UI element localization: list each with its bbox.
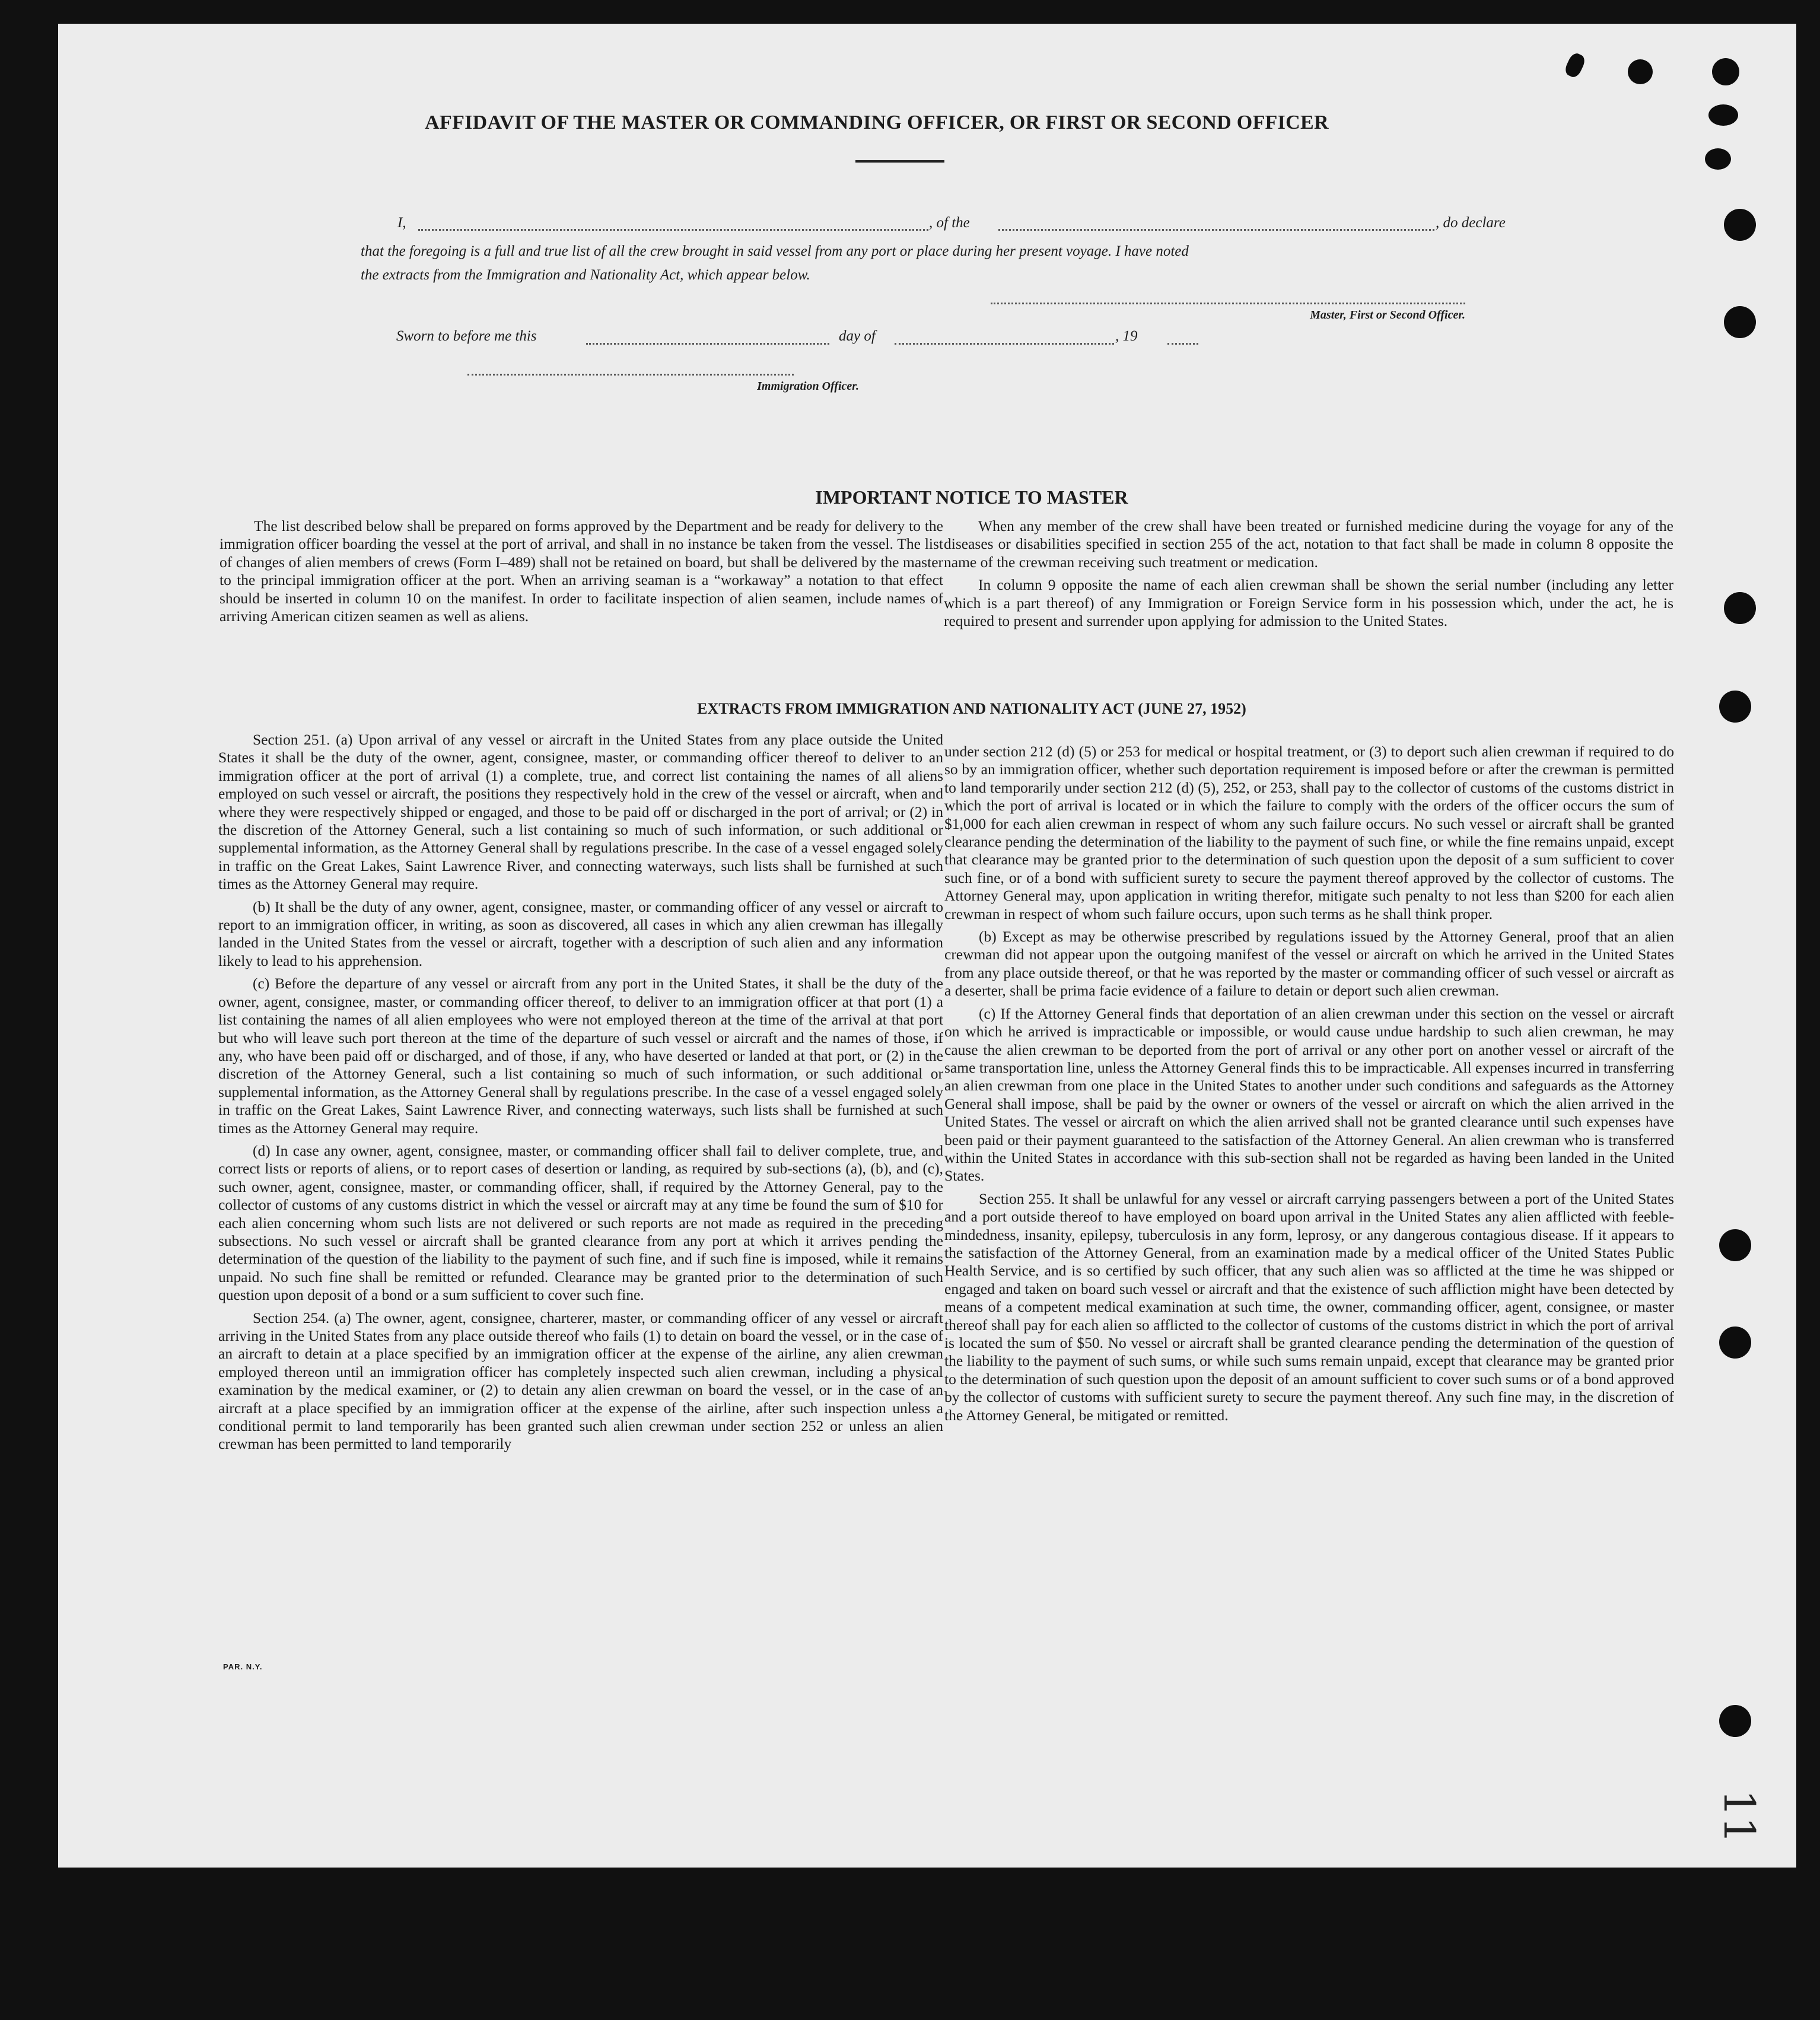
notice-left-paragraph: The list described below shall be prepared on forms approved by the Department and be ready for delivery to the immigration officer boarding the vessel at the port of arrival, and shall in no instance be taken from the vessel. The list of changes of alien members of crews (Form I–489) shall not be retained on board, but shall be delivered by the master to the principal immigration officer at the port. When an arriving seaman is a “workaway” a notation to that effect should be inserted in column 10 on the manifest. In order to facilitate inspection of alien seamen, include names of arriving American citizen seamen as well as aliens. [219,517,943,625]
notice-left-column [219,517,943,630]
punch-hole [1719,1705,1751,1737]
punch-hole [1719,691,1751,723]
section-251-b: (b) It shall be the duty of any owner, agent, consignee, master, or commanding officer of any vessel or aircraft to report to an immigration officer, in writing, as soon as discovered, all cases in which any alien crewman has illegally landed in the United States from the vessel or aircraft, together with a description of such alien and any information likely to lead to his apprehension. [218,898,943,969]
year-label: , 19 [1115,328,1138,344]
day-of-label: day of [839,328,876,344]
extracts-right-column [944,743,1674,1429]
section-254-a-continued: under section 212 (d) (5) or 253 for medical or hospital treatment, or (3) to deport such alien crewman if required to do so by an immigration officer, whether such deportation requirement is imposed before or after the crewman is permitted to land temporarily under section 212 (d) (5), 252, or 253, shall pay to the collector of customs of the customs district in which the port of arrival is located or in which the failure to comply with the orders of the officer occurs the sum of $1,000 for each alien crewman in respect of whom any such failure occurs. No such vessel or aircraft shall be granted clearance pending the determination of the liability to the payment of such fine, or while the fine remains unpaid, except that clearance may be granted prior to the determination of such question upon the deposit of a sum sufficient to cover such fine, or of a bond with sufficient surety to secure the payment thereof approved by the collector of customs. The Attorney General may, upon application in writing therefor, mitigate such penalty to not less than $200 for each alien crewman in respect of whom such failure occurs, upon such terms as he shall think proper. [944,743,1674,922]
of-the-label: , of the [929,215,970,231]
handwritten-page-number: 11 [1714,1789,1764,1844]
master-signature-label: Master, First or Second Officer. [1310,308,1465,322]
section-254-a: Section 254. (a) The owner, agent, consignee, charterer, master, or commanding officer of any vessel or aircraft arriving in the United States from any place outside thereof who fails (1) to detain on board the vessel, or in the case of an aircraft to detain at a place specified by an immigration officer at the expense of the airline, any alien crewman employed thereon until an immigration officer has completely inspected such alien crewman, including a physical examination by the medical examiner, or (2) to detain any alien crewman on board the vessel, or in the case of an aircraft at a place specified by an immigration officer at the expense of the airline, after such inspection unless a conditional permit to land temporarily has been granted such alien crewman under section 252 or unless an alien crewman has been permitted to land temporarily [218,1309,943,1453]
ink-blot [1705,148,1731,170]
declaration-line-1: that the foregoing is a full and true list of all the crew brought in said vessel from any port or place during her present voyage. I have noted [361,243,1189,259]
sworn-label: Sworn to before me this [396,328,537,344]
section-251-c: (c) Before the departure of any vessel or aircraft from any port in the United States, it shall be the duty of the owner, agent, consignee, master, or commanding officer thereof, to deliver to an immigration officer at that port (1) a list containing the names of all alien employees who were not employed thereon at the time of the arrival at that port but who will leave such port thereon at the time of the departure of such vessel or aircraft and the names of those, if any, who have been paid off or discharged, and of those, if any, who have deserted or landed at that port, or (2) in the discretion of the Attorney General, such a list containing so much of such information, or such additional or supplemental information, as the Attorney General shall by regulations prescribe. In the case of a vessel engaged solely in traffic on the Great Lakes, Saint Lawrence River, and connecting waterways, such lists shall be furnished at such times as the Attorney General may require. [218,975,943,1137]
declaration-line-2: the extracts from the Immigration and Nationality Act, which appear below. [361,267,810,283]
do-declare-label: , do declare [1436,215,1506,231]
master-signature-line[interactable] [991,303,1465,304]
officer-signature-label: Immigration Officer. [757,380,859,393]
affidavit-title: AFFIDAVIT OF THE MASTER OR COMMANDING OFFICER, OR FIRST OR SECOND OFFICER [425,112,1329,133]
i-label: I, [397,215,406,231]
sworn-year-blank-line[interactable] [1167,343,1198,345]
section-254-b: (b) Except as may be otherwise prescribed by regulations issued by the Attorney General, proof that an alien crewman did not appear upon the outgoing manifest of the vessel or aircraft on which he arrived in the United States from any place outside thereof, or that he was reported by the master or commanding officer of such vessel or aircraft as a deserter, shall be prima facie evidence of a failure to detain or deport such alien crewman. [944,928,1674,1000]
notice-right-paragraph-2: In column 9 opposite the name of each alien crewman shall be shown the serial number (including any letter which is a part thereof) of any Immigration or Foreign Service form in his possession which, under the act, he is required to present and surrender upon applying for admission to the United States. [944,576,1673,630]
section-254-c: (c) If the Attorney General finds that deportation of an alien crewman under this section on the vessel or aircraft on which he arrived is impracticable or impossible, or would cause undue hardship to such alien crewman, he may cause the alien crewman to be deported from the port of arrival or any other port on another vessel or aircraft of the same transportation line, unless the Attorney General finds this to be impracticable. All expenses incurred in transferring an alien crewman from one place in the United States to another under such conditions and safeguards as the Attorney General shall impose, shall be paid by the owner or owners of the vessel or aircraft on which the alien arrived in the United States. The vessel or aircraft on which the alien arrived shall not be granted clearance until such expenses have been paid or their payment guaranteed to the satisfaction of the Attorney General. An alien crewman who is transferred within the United States in accordance with this sub-section shall not be regarded as having been landed in the United States. [944,1004,1674,1185]
notice-title: IMPORTANT NOTICE TO MASTER [815,486,1128,508]
sworn-day-blank-line[interactable] [586,343,829,345]
section-251-a: Section 251. (a) Upon arrival of any vessel or aircraft in the United States from any place outside the United States it shall be the duty of the owner, agent, consignee, master, or commanding officer thereof to deliver to an immigration officer at the port of arrival (1) a complete, true, and correct list containing the names of all aliens employed on such vessel or aircraft, the positions they respectively hold in the crew of the vessel or aircraft, when and where they were respectively shipped or engaged, and those to be paid off or discharged in the port of arrival; or (2) in the discretion of the Attorney General, such a list containing so much of such information, or such additional or supplemental information, as the Attorney General shall by regulations prescribe. In the case of a vessel engaged solely in traffic on the Great Lakes, Saint Lawrence River, and connecting waterways, such lists shall be furnished at such times as the Attorney General may require. [218,731,943,893]
punch-hole [1724,209,1756,241]
punch-hole [1628,59,1653,84]
ink-blot [1708,104,1738,126]
extracts-left-column [218,731,943,1458]
section-255: Section 255. It shall be unlawful for any vessel or aircraft carrying passengers between a port of the United States and a port outside thereof to have employed on board upon arrival in the United States any alien afflicted with feeble-mindedness, insanity, epilepsy, tuberculosis in any form, leprosy, or any dangerous contagious disease. If it appears to the satisfaction of the Attorney General, from an examination made by a medical officer of the United States Public Health Service, and is so certified by such officer, that any such alien was so afflicted at the time he was shipped or engaged and taken on board such vessel or aircraft and that the existence of such affliction might have been detected by means of a competent medical examination at such time, the owner, commanding officer, agent, consignee, or master thereof shall pay for each alien so afflicted to the collector of customs of the customs district in which the port of arrival is located the sum of $50. No vessel or aircraft shall be granted clearance pending the determination of the question of the liability to the payment of such sums, or while such sums remain unpaid, except that clearance may be granted prior to the determination of such question upon the deposit of an amount sufficient to cover such sums or of a bond approved by the collector of customs with sufficient surety to secure the payment thereof. Any such fine may, in the discretion of the Attorney General, be mitigated or remitted. [944,1189,1674,1424]
printer-mark: PAR. N.Y. [223,1662,263,1671]
extracts-title: EXTRACTS FROM IMMIGRATION AND NATIONALITY ACT (JUNE 27, 1952) [697,700,1246,717]
vessel-blank-line[interactable] [998,229,1434,231]
punch-hole [1724,592,1756,624]
punch-hole [1719,1326,1751,1359]
notice-right-column [944,517,1673,635]
notice-right-paragraph-1: When any member of the crew shall have been treated or furnished medicine during the voyage for any of the diseases or disabilities specified in section 255 of the act, notation to that fact shall be made in column 8 opposite the name of the crewman receiving such treatment or medication. [944,517,1673,571]
punch-hole [1724,306,1756,338]
section-251-d: (d) In case any owner, agent, consignee, master, or commanding officer shall fail to deliver complete, true, and correct lists or reports of aliens, or to report cases of desertion or landing, as required by sub-sections (a), (b), and (c), such owner, agent, consignee, master, or commanding officer, shall, if required by the Attorney General, pay to the collector of customs of any customs district in which the vessel or aircraft may at any time be found the sum of $10 for each alien concerning whom such lists are not delivered or such reports are not made as required in the preceding subsections. No such vessel or aircraft shall be granted clearance from any port at which it arrives pending the determination of the question of the liability to the payment of such fine, and if such fine is imposed, while it remains unpaid. No such fine shall be remitted or refunded. Clearance may be granted prior to the determination of such question upon deposit of a bond or a sum sufficient to cover such fine. [218,1141,943,1304]
punch-hole [1719,1229,1751,1261]
officer-signature-line[interactable] [467,374,794,376]
document-page [58,24,1796,1868]
punch-hole [1712,58,1739,85]
name-blank-line[interactable] [418,229,928,231]
sworn-month-blank-line[interactable] [895,343,1114,345]
title-rule [855,160,944,163]
